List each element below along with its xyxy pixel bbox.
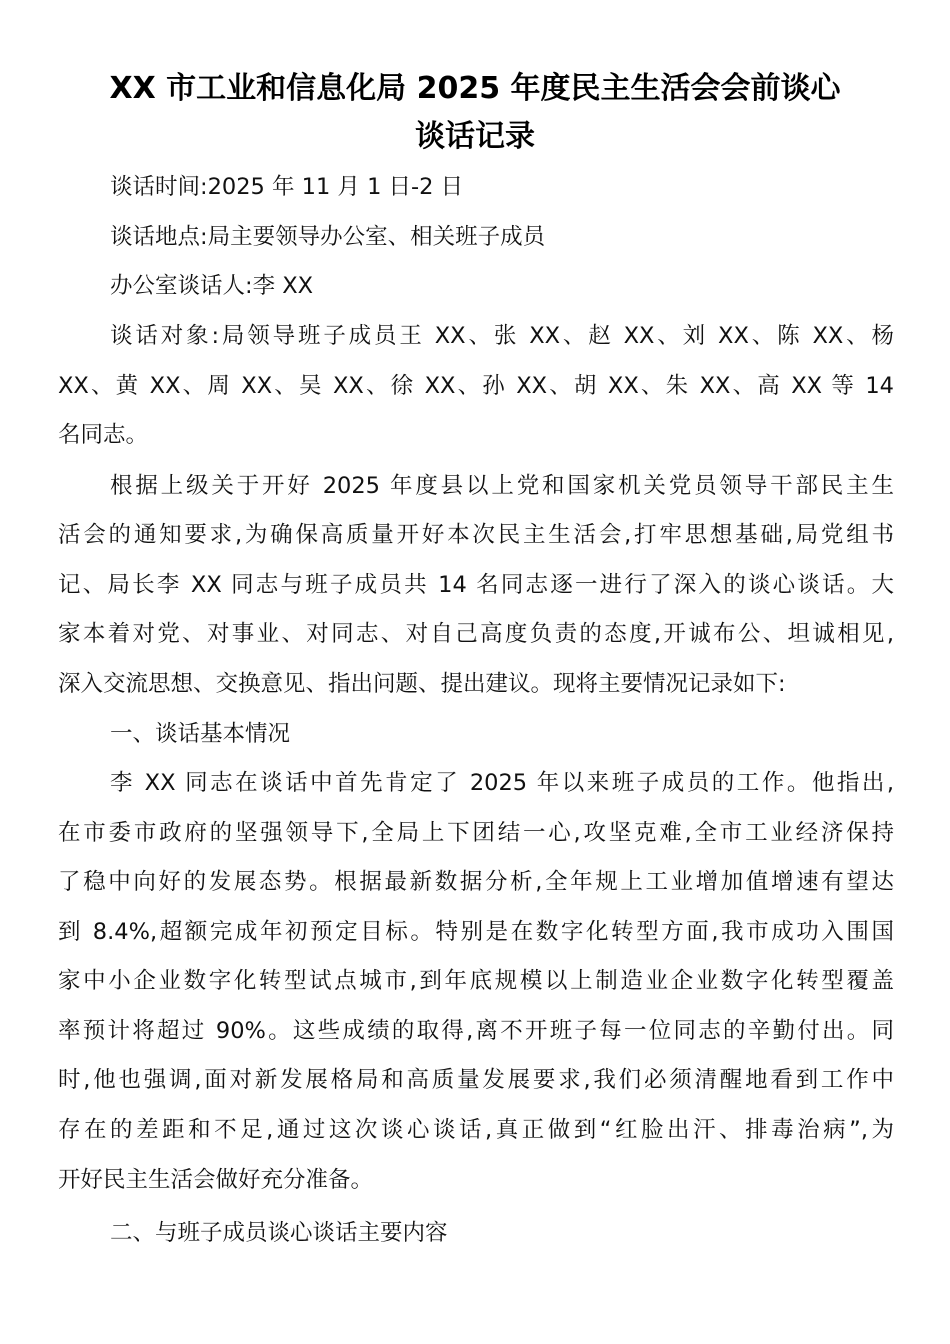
- section1-paragraph-line: 率预计将超过 90%。这些成绩的取得,离不开班子每一位同志的辛勤付出。同: [58, 1018, 894, 1044]
- intro-paragraph-line: 深入交流思想、交换意见、指出问题、提出建议。现将主要情况记录如下:: [58, 671, 786, 697]
- subjects-line: 谈话对象:局领导班子成员王 XX、张 XX、赵 XX、刘 XX、陈 XX、杨: [110, 323, 894, 349]
- section1-paragraph-line: 时,他也强调,面对新发展格局和高质量发展要求,我们必须清醒地看到工作中: [58, 1067, 894, 1093]
- intro-paragraph-line: 记、局长李 XX 同志与班子成员共 14 名同志逐一进行了深入的谈心谈话。大: [58, 572, 894, 598]
- document-title-line-1: XX 市工业和信息化局 2025 年度民主生活会会前谈心: [109, 71, 841, 106]
- subjects-line: XX、黄 XX、周 XX、吴 XX、徐 XX、孙 XX、胡 XX、朱 XX、高 XX 等 14: [58, 373, 894, 399]
- section1-paragraph-line: 家中小企业数字化转型试点城市,到年底规模以上制造业企业数字化转型覆盖: [58, 968, 894, 994]
- section-heading-2: 二、与班子成员谈心谈话主要内容: [110, 1220, 448, 1246]
- section1-paragraph-line: 存在的差距和不足,通过这次谈心谈话,真正做到“红脸出汗、排毒治病”,为: [58, 1117, 894, 1143]
- meta-place: 谈话地点:局主要领导办公室、相关班子成员: [110, 224, 546, 250]
- section1-paragraph-line: 在市委市政府的坚强领导下,全局上下团结一心,攻坚克难,全市工业经济保持: [58, 820, 894, 846]
- meta-time: 谈话时间:2025 年 11 月 1 日-2 日: [110, 174, 464, 200]
- section1-paragraph-line: 李 XX 同志在谈话中首先肯定了 2025 年以来班子成员的工作。他指出,: [110, 770, 894, 796]
- subjects-line: 名同志。: [58, 422, 149, 448]
- intro-paragraph-line: 活会的通知要求,为确保高质量开好本次民主生活会,打牢思想基础,局党组书: [58, 522, 894, 548]
- section1-paragraph-line: 开好民主生活会做好充分准备。: [58, 1167, 374, 1193]
- document-title-line-2: 谈话记录: [415, 119, 535, 154]
- intro-paragraph-line: 家本着对党、对事业、对同志、对自己高度负责的态度,开诚布公、坦诚相见,: [58, 621, 894, 647]
- section1-paragraph-line: 到 8.4%,超额完成年初预定目标。特别是在数字化转型方面,我市成功入围国: [58, 919, 894, 945]
- meta-interviewer: 办公室谈话人:李 XX: [110, 273, 314, 299]
- section-heading-1: 一、谈话基本情况: [110, 721, 291, 747]
- section1-paragraph-line: 了稳中向好的发展态势。根据最新数据分析,全年规上工业增加值增速有望达: [58, 869, 894, 895]
- intro-paragraph-line: 根据上级关于开好 2025 年度县以上党和国家机关党员领导干部民主生: [110, 473, 894, 499]
